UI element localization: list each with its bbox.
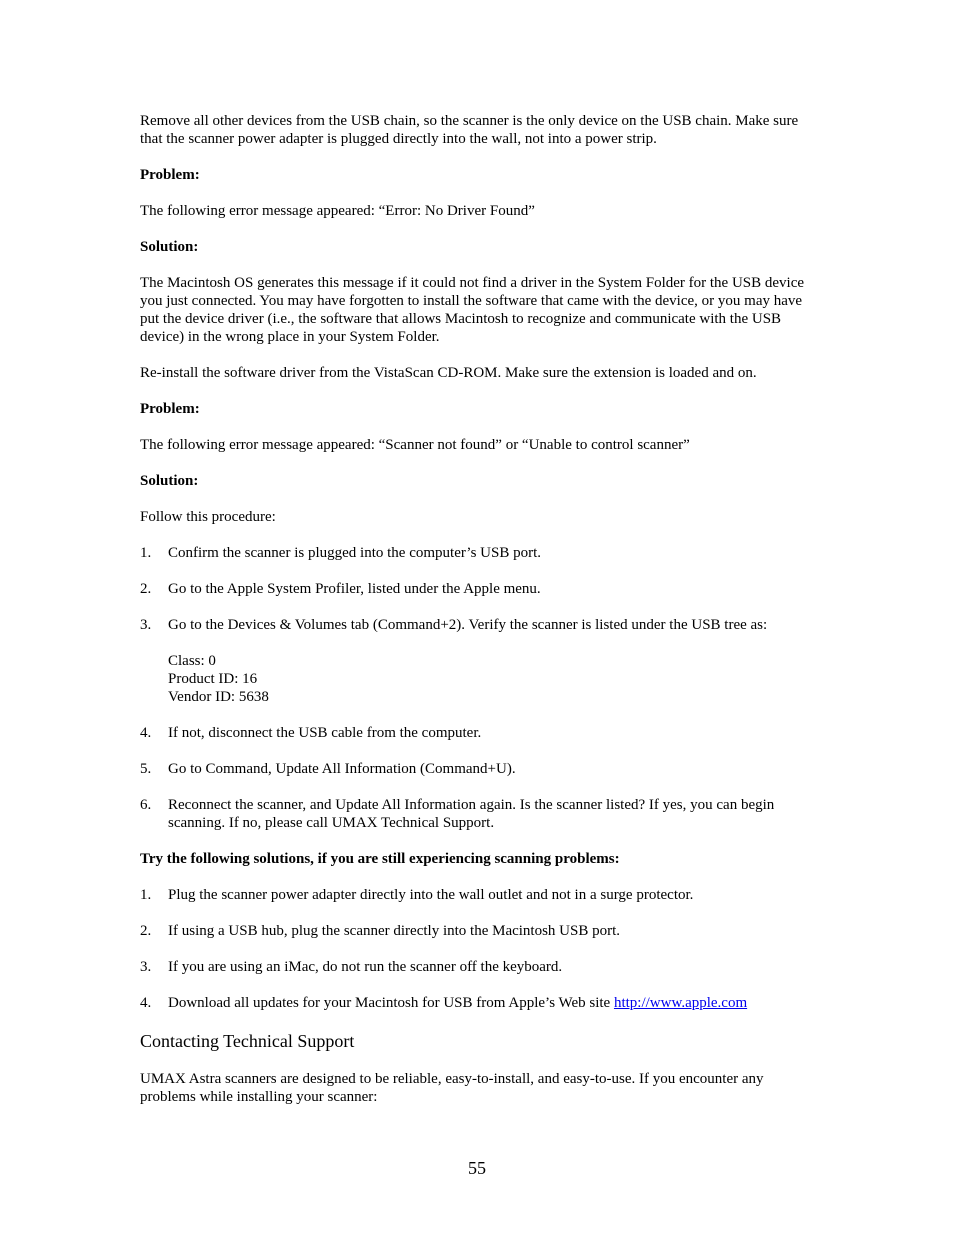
list-text-content: Download all updates for your Macintosh for USB from Apple’s Web site bbox=[168, 995, 614, 1011]
list-number: 2. bbox=[140, 581, 152, 597]
list-item bbox=[140, 544, 815, 562]
list-number: 1. bbox=[140, 545, 152, 561]
problem-text: The following error message appeared: “Scanner not found” or “Unable to control scanner” bbox=[140, 437, 690, 453]
problem-text: The following error message appeared: “Error: No Driver Found” bbox=[140, 203, 535, 219]
list-number: 3. bbox=[140, 959, 152, 975]
try-solutions-heading: Try the following solutions, if you are still experiencing scanning problems: bbox=[140, 851, 620, 867]
list-item bbox=[140, 796, 815, 832]
list-text: Confirm the scanner is plugged into the computer’s USB port. bbox=[168, 545, 542, 561]
list-item bbox=[140, 958, 815, 976]
list-text: Go to Command, Update All Information (Command+U). bbox=[168, 761, 516, 777]
list-item bbox=[140, 760, 815, 778]
list-text: If not, disconnect the USB cable from the computer. bbox=[168, 725, 482, 741]
list-text: Go to the Devices & Volumes tab (Command+2). Verify the scanner is listed under the USB tree as: bbox=[168, 617, 768, 633]
problem-label: Problem: bbox=[140, 401, 200, 417]
section-heading: Contacting Technical Support bbox=[140, 1031, 355, 1051]
solution-paragraph: The Macintosh OS generates this message if it could not find a driver in the System Folder for the USB device you just connected. You may have forgotten to install the software that came with the device, or you may have put the device driver (i.e., the software that allows Macintosh to recognize and communicate with the USB device) in the wrong place in your System Folder. bbox=[140, 275, 805, 345]
usb-product-id: Product ID: 16 bbox=[168, 671, 258, 687]
document-body bbox=[140, 112, 815, 1106]
list-number: 3. bbox=[140, 617, 152, 633]
list-text: Plug the scanner power adapter directly into the wall outlet and not in a surge protector. bbox=[168, 887, 694, 903]
list-number: 5. bbox=[140, 761, 152, 777]
solution-paragraph: Re-install the software driver from the VistaScan CD-ROM. Make sure the extension is loaded and on. bbox=[140, 365, 757, 381]
intro-paragraph: Remove all other devices from the USB chain, so the scanner is the only device on the USB chain. Make sure that the scanner power adapter is plugged directly into the wall, not into a power strip. bbox=[140, 113, 799, 147]
list-number: 2. bbox=[140, 923, 152, 939]
list-number: 4. bbox=[140, 995, 152, 1011]
solution-label: Solution: bbox=[140, 239, 199, 255]
apple-website-link[interactable]: http://www.apple.com bbox=[613, 995, 748, 1011]
usb-class: Class: 0 bbox=[168, 653, 216, 669]
list-item bbox=[140, 994, 815, 1012]
usb-tree-values bbox=[140, 652, 815, 706]
list-number: 4. bbox=[140, 725, 152, 741]
list-item bbox=[140, 886, 815, 904]
usb-vendor-id: Vendor ID: 5638 bbox=[168, 689, 269, 705]
page-number: 55 bbox=[468, 1158, 486, 1178]
list-text: Reconnect the scanner, and Update All Information again. Is the scanner listed? If yes, you can begin scanning. If no, please call UMAX Technical Support. bbox=[168, 797, 775, 831]
list-item bbox=[140, 922, 815, 940]
list-text bbox=[168, 994, 815, 1012]
list-text: If you are using an iMac, do not run the scanner off the keyboard. bbox=[168, 959, 563, 975]
list-text: Go to the Apple System Profiler, listed under the Apple menu. bbox=[168, 581, 541, 597]
list-item bbox=[140, 724, 815, 742]
solution-label: Solution: bbox=[140, 473, 199, 489]
problem-label: Problem: bbox=[140, 167, 200, 183]
procedure-intro: Follow this procedure: bbox=[140, 509, 276, 525]
list-text: If using a USB hub, plug the scanner directly into the Macintosh USB port. bbox=[168, 923, 621, 939]
list-item bbox=[140, 580, 815, 598]
support-paragraph: UMAX Astra scanners are designed to be reliable, easy-to-install, and easy-to-use. If you encounter any problems while installing your scanner: bbox=[140, 1071, 764, 1105]
list-item bbox=[140, 616, 815, 634]
list-number: 6. bbox=[140, 797, 152, 813]
list-number: 1. bbox=[140, 887, 152, 903]
